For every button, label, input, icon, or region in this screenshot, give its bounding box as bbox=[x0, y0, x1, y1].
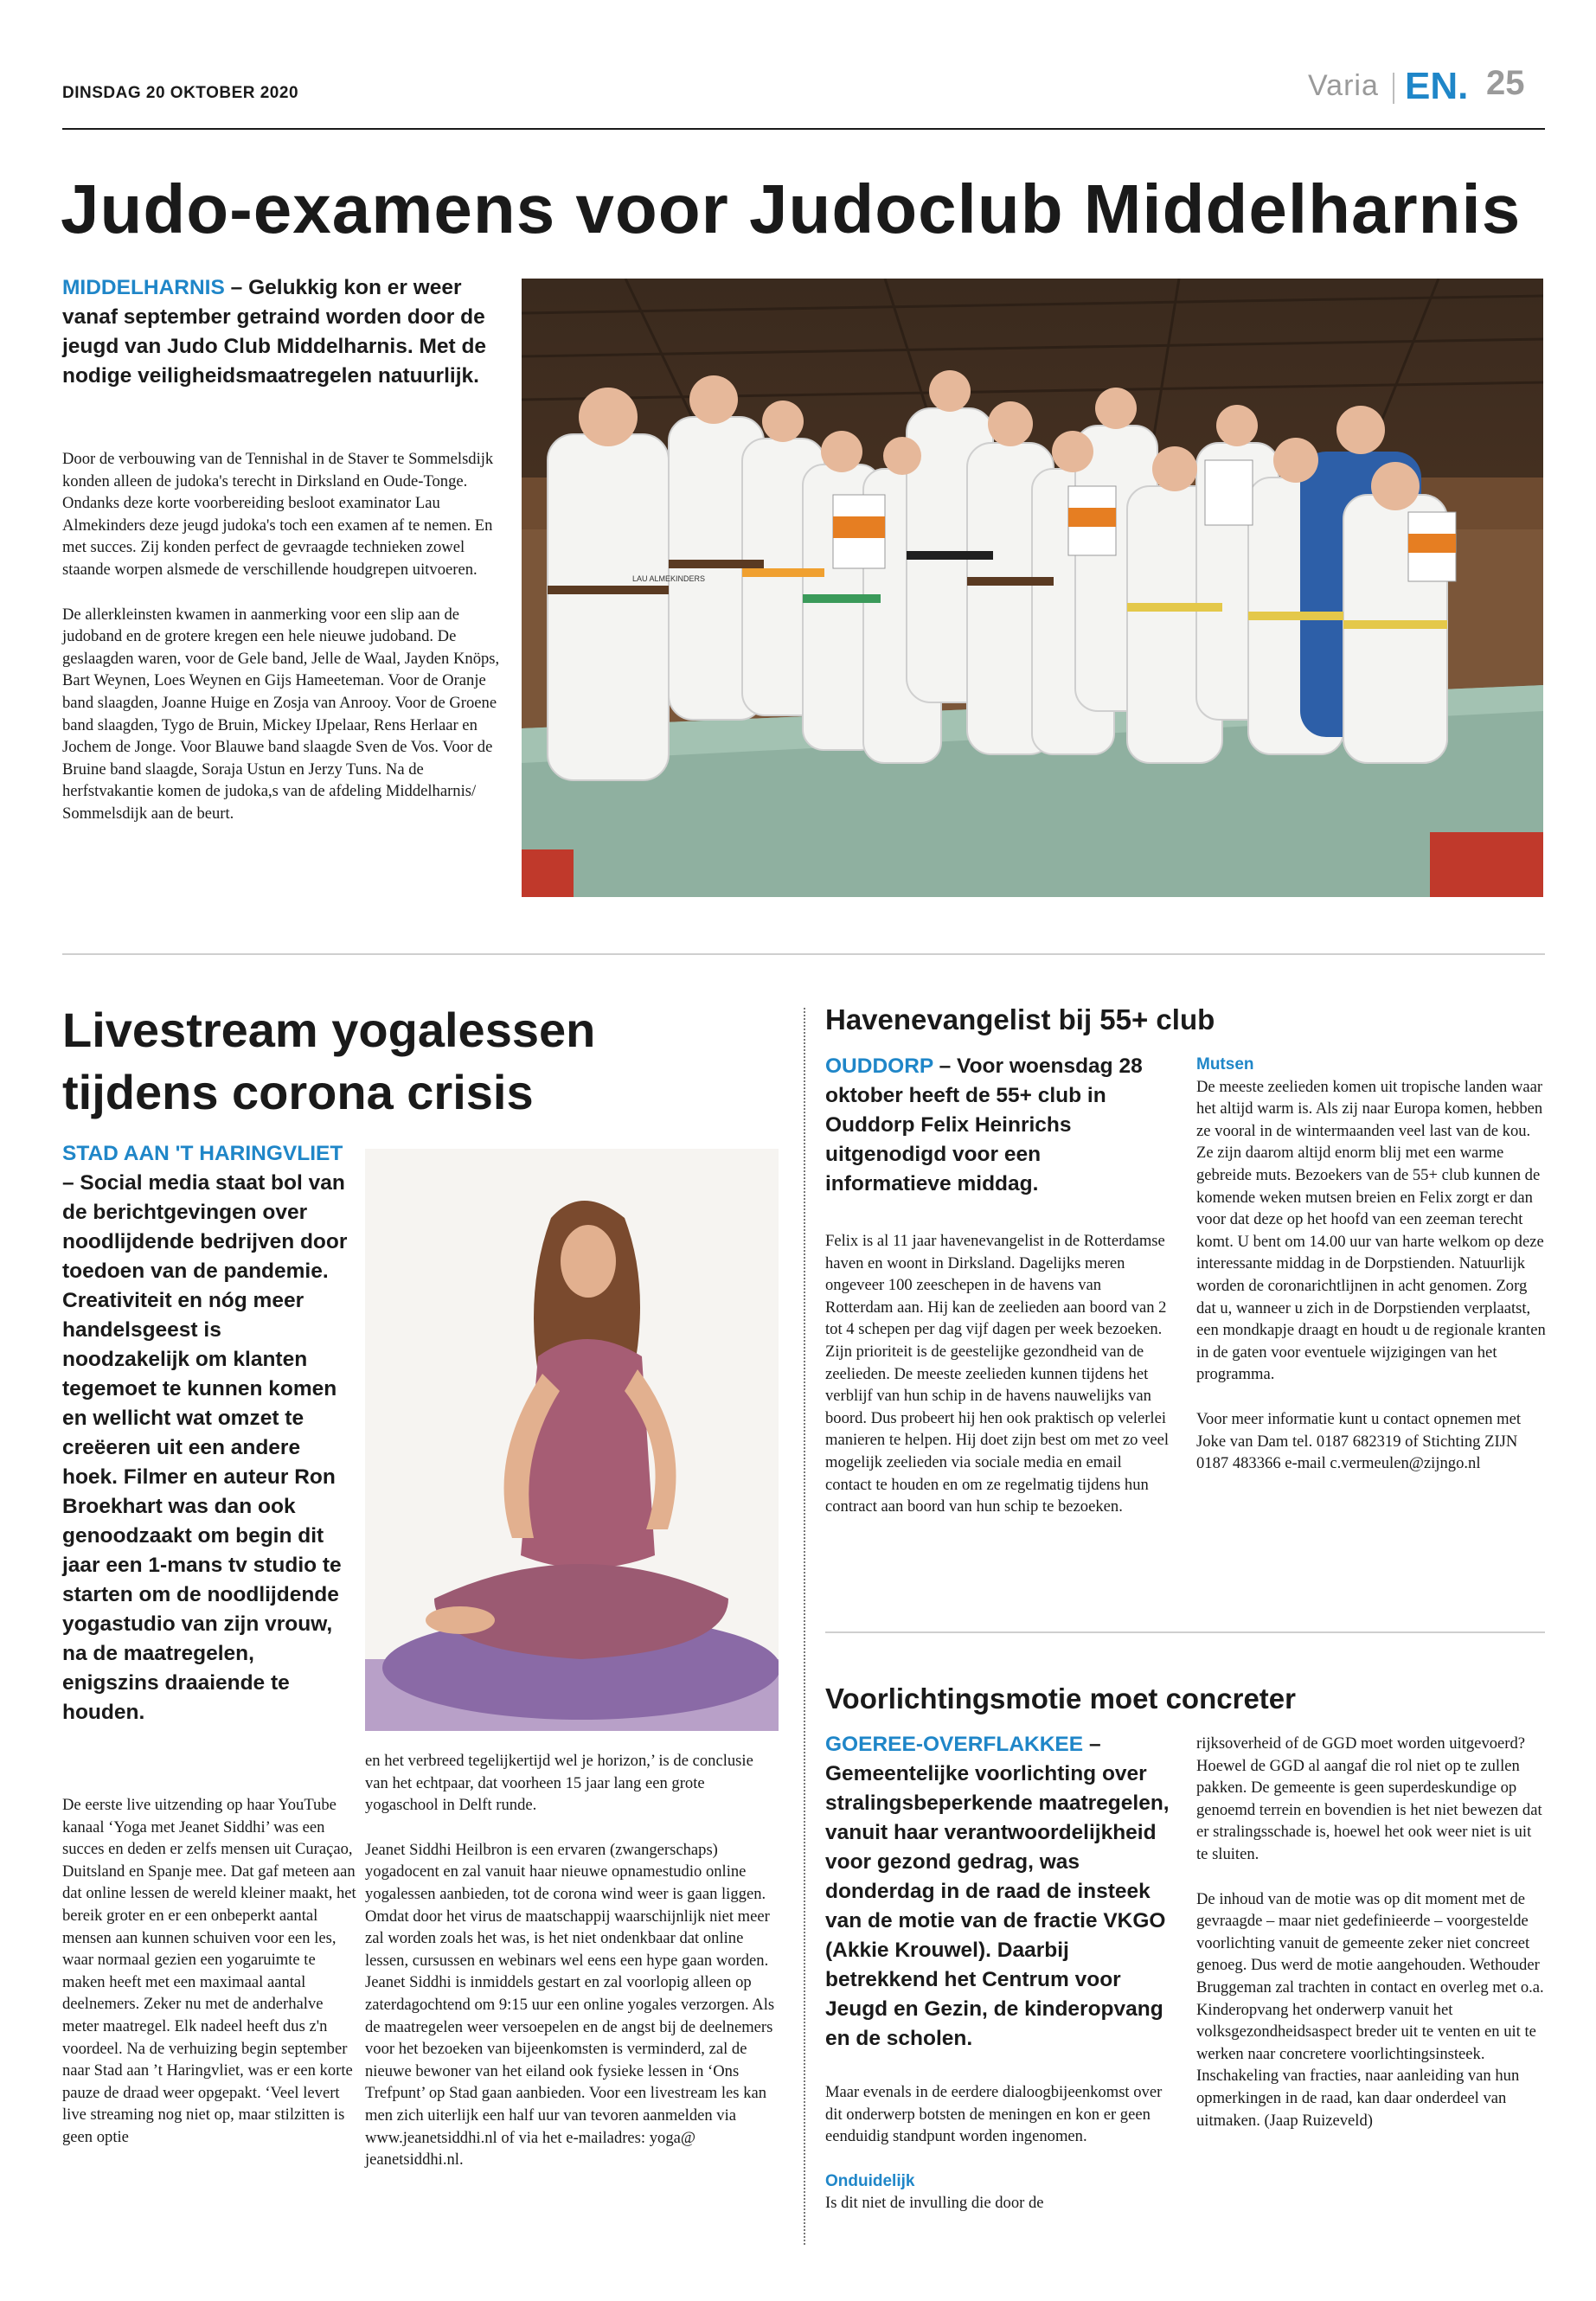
voorlichting-article-body-right bbox=[1196, 1733, 1547, 2154]
haven-lead-text: – Voor woensdag 28 oktober heeft de 55+ club in Ouddorp Felix Heinrichs uitgenodigd voor een informatieve middag. bbox=[825, 1054, 1143, 1195]
yoga-article-body-col1 bbox=[62, 1794, 356, 2171]
judo-article-lead bbox=[62, 273, 495, 391]
judo-paragraph: Door de verbouwing van de Tennishal in de Staver te Sommelsdijk konden alleen de judoka's terecht in Dirksland en Oude-Tonge. Ondanks deze korte voorbereiding besloot examinator Lau Almekinders deze jeugd judoka's toch een examen af te nemen. En met succes. Zij konden perfect de gevraagde technieken zowel staande worpen alsmede de verschillende houdgrepen uitvoeren. bbox=[62, 450, 494, 579]
voorlichting-paragraph: rijksoverheid of de GGD moet worden uitgevoerd? Hoewel de GGD al aangaf die rol niet op te zullen pakken. De gemeente is geen superdeskundige op genoemd terrein en bovendien is het niet bewezen dat er stralingsschade is, hoewel het ook weer niet is uit te sluiten. bbox=[1196, 1734, 1542, 1863]
yoga-article-title: Livestream yogalessen tijdens corona crisis bbox=[62, 1003, 596, 1119]
column-divider bbox=[804, 1008, 805, 2245]
voorlichting-paragraph: De inhoud van de motie was op dit moment met de gevraagde – maar niet gedefinieerde – voorgestelde voorlichting vanuit de gemeente zeker niet concreet genoeg. Dus werd de motie aangehouden. Wethouder Bruggeman zal trachten in contact en overleg met o.a. Kinderopvang het onderwerp vanuit het volksgezondheidsaspect breder uit te venten en uit te werken naar concretere voorlichtingsinsteek. Inschakeling van fracties, naar aanleiding van hun opmerkingen in de raad, kan daar onderdeel van uitmaken. (Jaap Ruizeveld) bbox=[1196, 1889, 1544, 2130]
yoga-photo bbox=[365, 1149, 779, 1731]
judo-lead-text: – Gelukkig kon er weer vanaf september getraind worden door de jeugd van Judo Club Middelharnis. Met de nodige veiligheidsmaatregelen natuurlijk. bbox=[62, 276, 487, 388]
yoga-paragraph: Jeanet Siddhi Heilbron is een ervaren (zwangerschaps) yogadocent en zal vanuit haar nieuwe opnamestudio online yogalessen aanbieden, tot de corona wind weer is gaan liggen. Omdat door het virus de maatschappij waarschijnlijk niet meer zal worden zoals het was, is het niet ondenkbaar dat online lessen, cursussen en webinars wel eens een hype gaan worden. Jeanet Siddhi is inmiddels gestart en zal voorlopig alleen op zaterdagochtend om 9:15 uur een online yogales verzorgen. Als de maatregelen weer versoepelen en de angst bij de deelnemers voor het bezoeken van bijeenkomsten is verminderd, zal de nieuwe bewoner van het eiland ook fysieke lessen in ‘Ons Trefpunt’ op Stad gaan aanbieden. Voor een livestream les kan men zich uiterlijk een half uur van tevoren aanmelden via www.jeanetsiddhi.nl of via het e-mailadres: yoga@ jeanetsiddhi.nl. bbox=[365, 1840, 775, 2170]
voorlichting-subhead: Onduidelijk bbox=[825, 2171, 915, 2190]
section-divider bbox=[62, 953, 1545, 955]
judo-belt-embroidery: LAU ALMEKINDERS bbox=[632, 574, 706, 583]
haven-subhead: Mutsen bbox=[1196, 1055, 1254, 1074]
header-rule bbox=[62, 128, 1545, 130]
judo-dateline: MIDDELHARNIS bbox=[62, 276, 225, 299]
voorlichting-paragraph: Is dit niet de invulling die door de bbox=[825, 2194, 1044, 2213]
yoga-lead-text: – Social media staat bol van de berichtgevingen over noodlijdende bedrijven door toedoen van de pandemie. Creativiteit en nóg meer handelsgeest is noodzakelijk om klanten tegemoet te kunnen komen en wellicht wat omzet te creëeren uit een andere hoek. Filmer en auteur Ron Broekhart was dan ook genoodzaakt om begin dit jaar een 1-mans tv studio te starten om de noodlijdende yogastudio van zijn vrouw, na de maatregelen, enigszins draaiende te houden. bbox=[62, 1171, 348, 1724]
voorlichting-lead-text: – Gemeentelijke voorlichting over stralingsbeperkende maatregelen, vanuit haar verantwoordelijkheid voor gezond gedrag, was donderdag in de raad de insteek van de motie van de fractie VKGO (Akkie Krouwel). Daarbij betrekkend het Centrum voor Jeugd en Gezin, de kinderopvang en de scholen. bbox=[825, 1733, 1170, 2050]
section-divider-right bbox=[825, 1631, 1545, 1633]
haven-paragraph: De meeste zeelieden komen uit tropische landen waar het altijd warm is. Als zij naar Europa komen, hebben ze vooral in de wintermaanden veel last van de kou. Ze zijn daarom altijd enorm blij met een warme gebreide muts. Bezoekers van de 55+ club kunnen de komende weken mutsen breien en Felix zorgt er dan voor dat deze op het hoofd van een zeeman terecht komt. U bent om 14.00 uur van harte welkom op deze interessante middag in de Dorpstienden. Natuurlijk worden de coronarichtlijnen in acht genomen. Zorg dat u, wanneer u zich in de Dorpstienden verplaatst, een mondkapje draagt en houdt u de regionale kranten in de gaten voor eventuele wijzigingen van het programma. bbox=[1196, 1077, 1546, 1384]
haven-article-body-right bbox=[1196, 1054, 1547, 1497]
haven-dateline: OUDDORP bbox=[825, 1054, 933, 1078]
voorlichting-dateline: GOEREE-OVERFLAKKEE bbox=[825, 1733, 1084, 1756]
yoga-article-lead bbox=[62, 1139, 353, 1727]
haven-article-lead bbox=[825, 1052, 1171, 1199]
haven-article-title: Havenevangelist bij 55+ club bbox=[825, 1003, 1215, 1035]
yoga-article-body-col2 bbox=[365, 1750, 780, 2194]
header-separator bbox=[1393, 73, 1394, 104]
yoga-paragraph: en het verbreed tegelijkertijd wel je horizon,’ is de conclusie van het echtpaar, dat voorheen 15 jaar lang een grote yogaschool in Delft runde. bbox=[365, 1752, 753, 1815]
judo-group-photo bbox=[522, 279, 1543, 897]
voorlichting-paragraph: Maar evenals in de eerdere dialoogbijeenkomst over dit onderwerp botsten de meningen en kon er geen eenduidig standpunt worden ingenomen. bbox=[825, 2083, 1163, 2146]
yoga-paragraph: De eerste live uitzending op haar YouTube kanaal ‘Yoga met Jeanet Siddhi’ was een succes en deden er zelfs mensen uit Curaçao, Duitsland en Spanje mee. Dat gaf meteen aan dat online lessen de wereld kleiner maakt, het bereik groter en er een onbeperkt aantal mensen aan kunnen schuiven voor een les, waar normaal gezien een yogaruimte te maken heeft met een maximaal aantal deelnemers. Zeker nu met de anderhalve meter maatregel. Elk nadeel heeft dus z'n voordeel. Na de verhuizing begin september naar Stad aan ’t Haringvliet, was er een korte pauze de draad weer opgepakt. ‘Veel levert live streaming nog niet op, maar stilzitten is geen optie bbox=[62, 1796, 356, 2146]
haven-paragraph: Voor meer informatie kunt u contact opnemen met Joke van Dam tel. 0187 682319 of Stichting ZIJN 0187 483366 e-mail c.vermeulen@zijngo.nl bbox=[1196, 1409, 1522, 1473]
issue-date: DINSDAG 20 OKTOBER 2020 bbox=[62, 84, 299, 102]
section-label: Varia bbox=[1308, 69, 1379, 102]
newspaper-logo-text: EN. bbox=[1405, 65, 1469, 106]
voorlichting-article-title: Voorlichtingsmotie moet concreter bbox=[825, 1682, 1296, 1715]
judo-article-title: Judo-examens voor Judoclub Middelharnis bbox=[61, 170, 1522, 247]
haven-paragraph: Felix is al 11 jaar havenevangelist in de Rotterdamse haven en woont in Dirksland. Dagelijks meren ongeveer 100 zeeschepen in de havens van Rotterdam aan. Hij kan de zeelieden aan boord van 2 tot 4 schepen per dag vijf dagen per week bezoeken. Zijn prioriteit is de geestelijke gezondheid van de zeelieden. De meeste zeelieden kunnen tijdens het verblijf van hun schip in de havens nauwelijks van boord. Dus probeert hij hen ook praktisch op velerlei manieren te helpen. Hij doet zijn best om met zo veel mogelijk zeelieden via sociale media en email contact te houden en om ze regelmatig tijdens hun contract aan boord van hun schip te bezoeken. bbox=[825, 1232, 1170, 1516]
voorlichting-article-body bbox=[825, 2081, 1180, 2214]
judo-article-body bbox=[62, 448, 503, 848]
newspaper-logo bbox=[1405, 64, 1474, 106]
judo-paragraph: De allerkleinsten kwamen in aanmerking voor een slip aan de judoband en de grotere kregen een hele nieuwe judoband. De geslaagden waren, voor de Gele band, Jelle de Waal, Jayden Knöps, Bart Weynen, Loes Weynen en Gijs Hameeteman. Voor de Oranje band slaagden, Joanne Huige en Zosja van Anrooy. Voor de Groene band slaagden, Tygo de Bruin, Mickey IJpelaar, Rens Herlaar en Jochem de Jonge. Voor Blauwe band slaagde Sven de Vos. Voor de Bruine band slaagde, Soraja Ustun en Jerzy Tuns. Na de herfstvakantie komen de judoka,s van de afdeling Middelharnis/ Sommelsdijk aan de beurt. bbox=[62, 605, 500, 823]
page-number: 25 bbox=[1486, 64, 1525, 102]
yoga-dateline: STAD AAN 'T HARINGVLIET bbox=[62, 1142, 343, 1165]
voorlichting-article-lead bbox=[825, 1730, 1180, 2054]
haven-article-body bbox=[825, 1230, 1171, 1541]
